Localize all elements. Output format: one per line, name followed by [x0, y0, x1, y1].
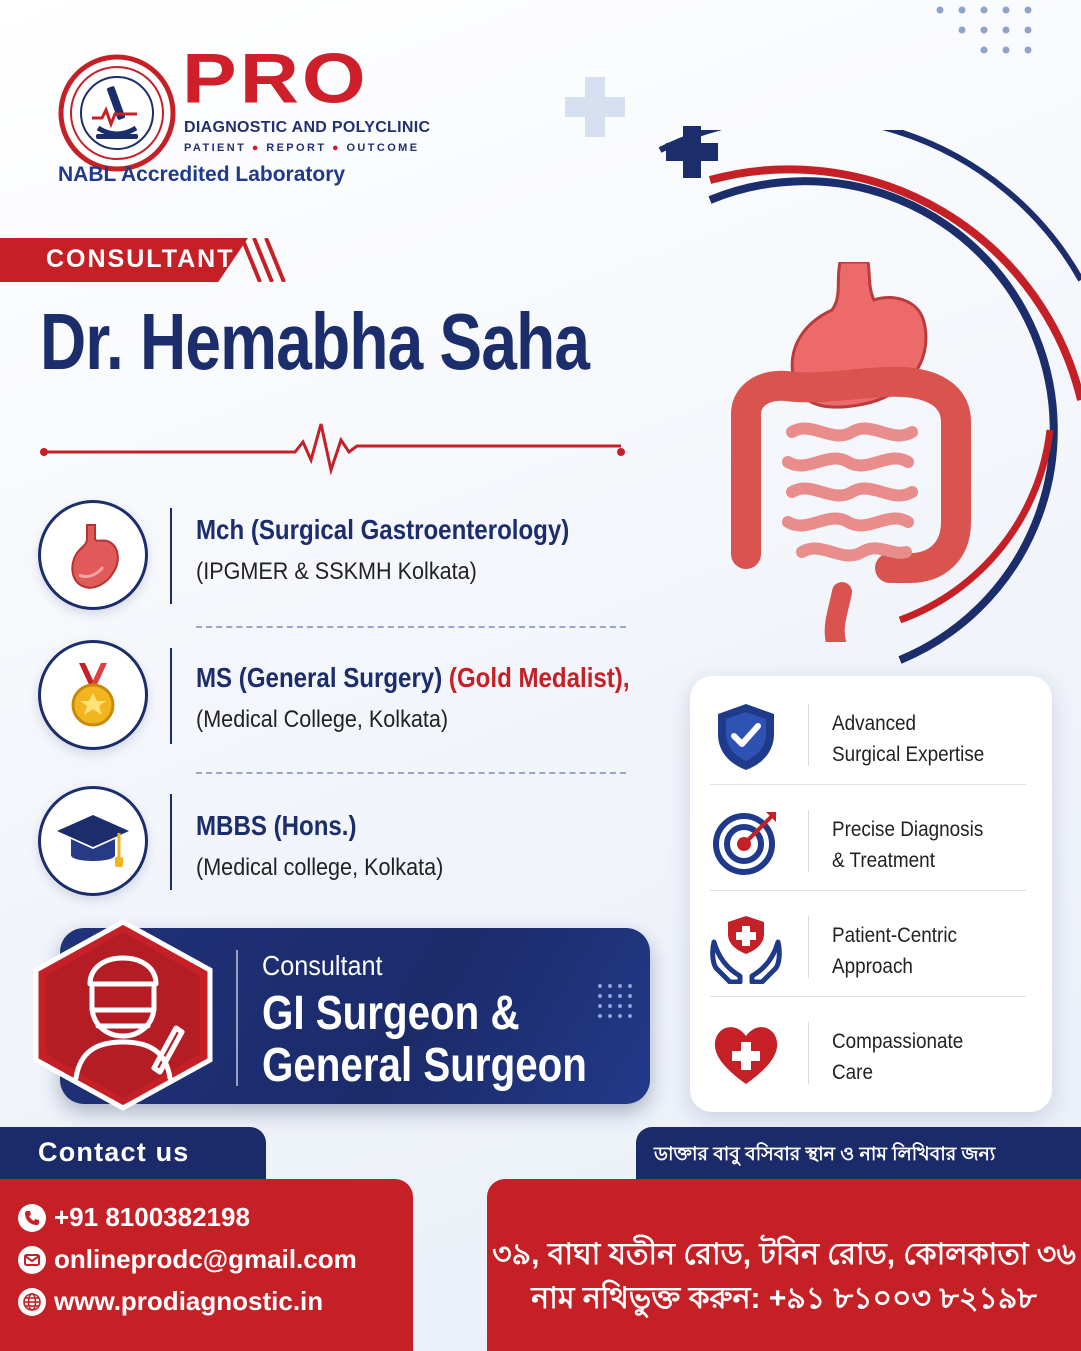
- feature-divider: [808, 1022, 809, 1084]
- qualification-institution: (IPGMER & SSKMH Kolkata): [196, 558, 477, 585]
- qualification-institution: (Medical college, Kolkata): [196, 854, 444, 881]
- banner-divider: [236, 950, 238, 1086]
- feature-item: [690, 1000, 1052, 1106]
- qualification-title: [196, 662, 630, 694]
- feature-divider: [808, 810, 809, 872]
- email-icon: [18, 1246, 46, 1274]
- qualification-degree: MBBS (Hons.): [196, 810, 357, 841]
- feature-line: Approach: [832, 955, 913, 978]
- target-icon: [710, 806, 782, 878]
- feature-text: [832, 708, 984, 770]
- qualification-divider: [170, 794, 172, 890]
- feature-separator: [710, 996, 1026, 997]
- doctor-name: Dr. Hemabha Saha: [40, 297, 590, 386]
- features-card: [690, 676, 1052, 1112]
- tagline-word: REPORT: [266, 142, 327, 154]
- qualification-icon-circle: [38, 786, 148, 896]
- qualification-icon-circle: [38, 640, 148, 750]
- banner-role-line: General Surgeon: [262, 1039, 587, 1092]
- qualification-degree: MS (General Surgery): [196, 662, 443, 693]
- qualification-title: [196, 514, 569, 546]
- consultant-tag-label: CONSULTANT: [46, 245, 235, 273]
- contact-website[interactable]: [18, 1286, 323, 1317]
- feature-divider: [808, 704, 809, 766]
- feature-separator: [710, 890, 1026, 891]
- feature-line: Care: [832, 1061, 873, 1084]
- accreditation-text: NABL Accredited Laboratory: [58, 163, 346, 186]
- feature-text: [832, 1026, 963, 1088]
- website-url: www.prodiagnostic.in: [54, 1286, 324, 1316]
- phone-number: +91 8100382198: [54, 1202, 250, 1232]
- feature-line: Compassionate: [832, 1030, 964, 1053]
- stomach-icon: [57, 519, 129, 591]
- banner-role: [262, 988, 587, 1092]
- plus-icon: [563, 75, 627, 139]
- graduation-cap-icon: [55, 805, 131, 877]
- tagline-word: OUTCOME: [346, 142, 420, 154]
- dot-grid-decoration: [596, 982, 636, 1022]
- contact-title: Contact us: [38, 1137, 190, 1167]
- qualification-icon-circle: [38, 500, 148, 610]
- feature-item: [690, 788, 1052, 894]
- enroll-phone-text[interactable]: নাম নথিভুক্ত করুন: +৯১ ৮১০০৩ ৮২১৯৮: [531, 1282, 1037, 1315]
- feature-line: Surgical Expertise: [832, 743, 985, 766]
- email-address: onlineprodc@gmail.com: [54, 1244, 357, 1274]
- banner-label: Consultant: [262, 950, 383, 981]
- tagline-dot: ●: [251, 142, 261, 154]
- digestive-system-illustration: [712, 262, 982, 642]
- tag-stripes-decoration: [232, 238, 286, 282]
- globe-icon: [18, 1288, 46, 1316]
- heartbeat-line-icon: [40, 420, 625, 480]
- hands-care-icon: [710, 912, 782, 984]
- feature-item: [690, 682, 1052, 788]
- heart-plus-icon: [710, 1018, 782, 1090]
- clinic-logo-seal: [58, 54, 176, 172]
- address-text: ৩৯, বাঘা যতীন রোড, টবিন রোড, কোলকাতা ৩৬: [492, 1238, 1076, 1271]
- banner-role-line: GI Surgeon &: [262, 987, 520, 1040]
- shield-check-icon: [710, 700, 782, 772]
- tagline-word: PATIENT: [184, 142, 247, 154]
- contact-phone[interactable]: [18, 1202, 250, 1233]
- feature-line: Precise Diagnosis: [832, 818, 984, 841]
- feature-line: Patient-Centric: [832, 924, 958, 947]
- phone-icon: [18, 1204, 46, 1232]
- dashed-divider: [196, 626, 626, 628]
- feature-divider: [808, 916, 809, 978]
- qualification-institution: (Medical College, Kolkata): [196, 706, 449, 733]
- qualification-divider: [170, 508, 172, 604]
- gold-medal-icon: [57, 659, 129, 731]
- feature-text: [832, 920, 957, 982]
- feature-text: [832, 814, 983, 876]
- booking-header: ডাক্তার বাবু বসিবার স্থান ও নাম লিখিবার জন্য: [654, 1144, 996, 1165]
- feature-line: & Treatment: [832, 849, 935, 872]
- brand-name: PRO: [182, 39, 369, 118]
- brand-subtitle: DIAGNOSTIC AND POLYCLINIC: [184, 119, 431, 136]
- qualification-title: [196, 810, 357, 842]
- dot-grid-decoration: [920, 0, 1050, 70]
- qualification-degree: Mch (Surgical Gastroenterology): [196, 514, 570, 545]
- qualification-highlight: (Gold Medalist),: [448, 662, 630, 693]
- feature-line: Advanced: [832, 712, 917, 735]
- feature-item: [690, 894, 1052, 1000]
- dashed-divider: [196, 772, 626, 774]
- feature-separator: [710, 784, 1026, 785]
- surgeon-icon: [28, 918, 218, 1112]
- brand-tagline: [184, 142, 419, 154]
- contact-email[interactable]: [18, 1244, 357, 1275]
- tagline-dot: ●: [331, 142, 341, 154]
- qualification-divider: [170, 648, 172, 744]
